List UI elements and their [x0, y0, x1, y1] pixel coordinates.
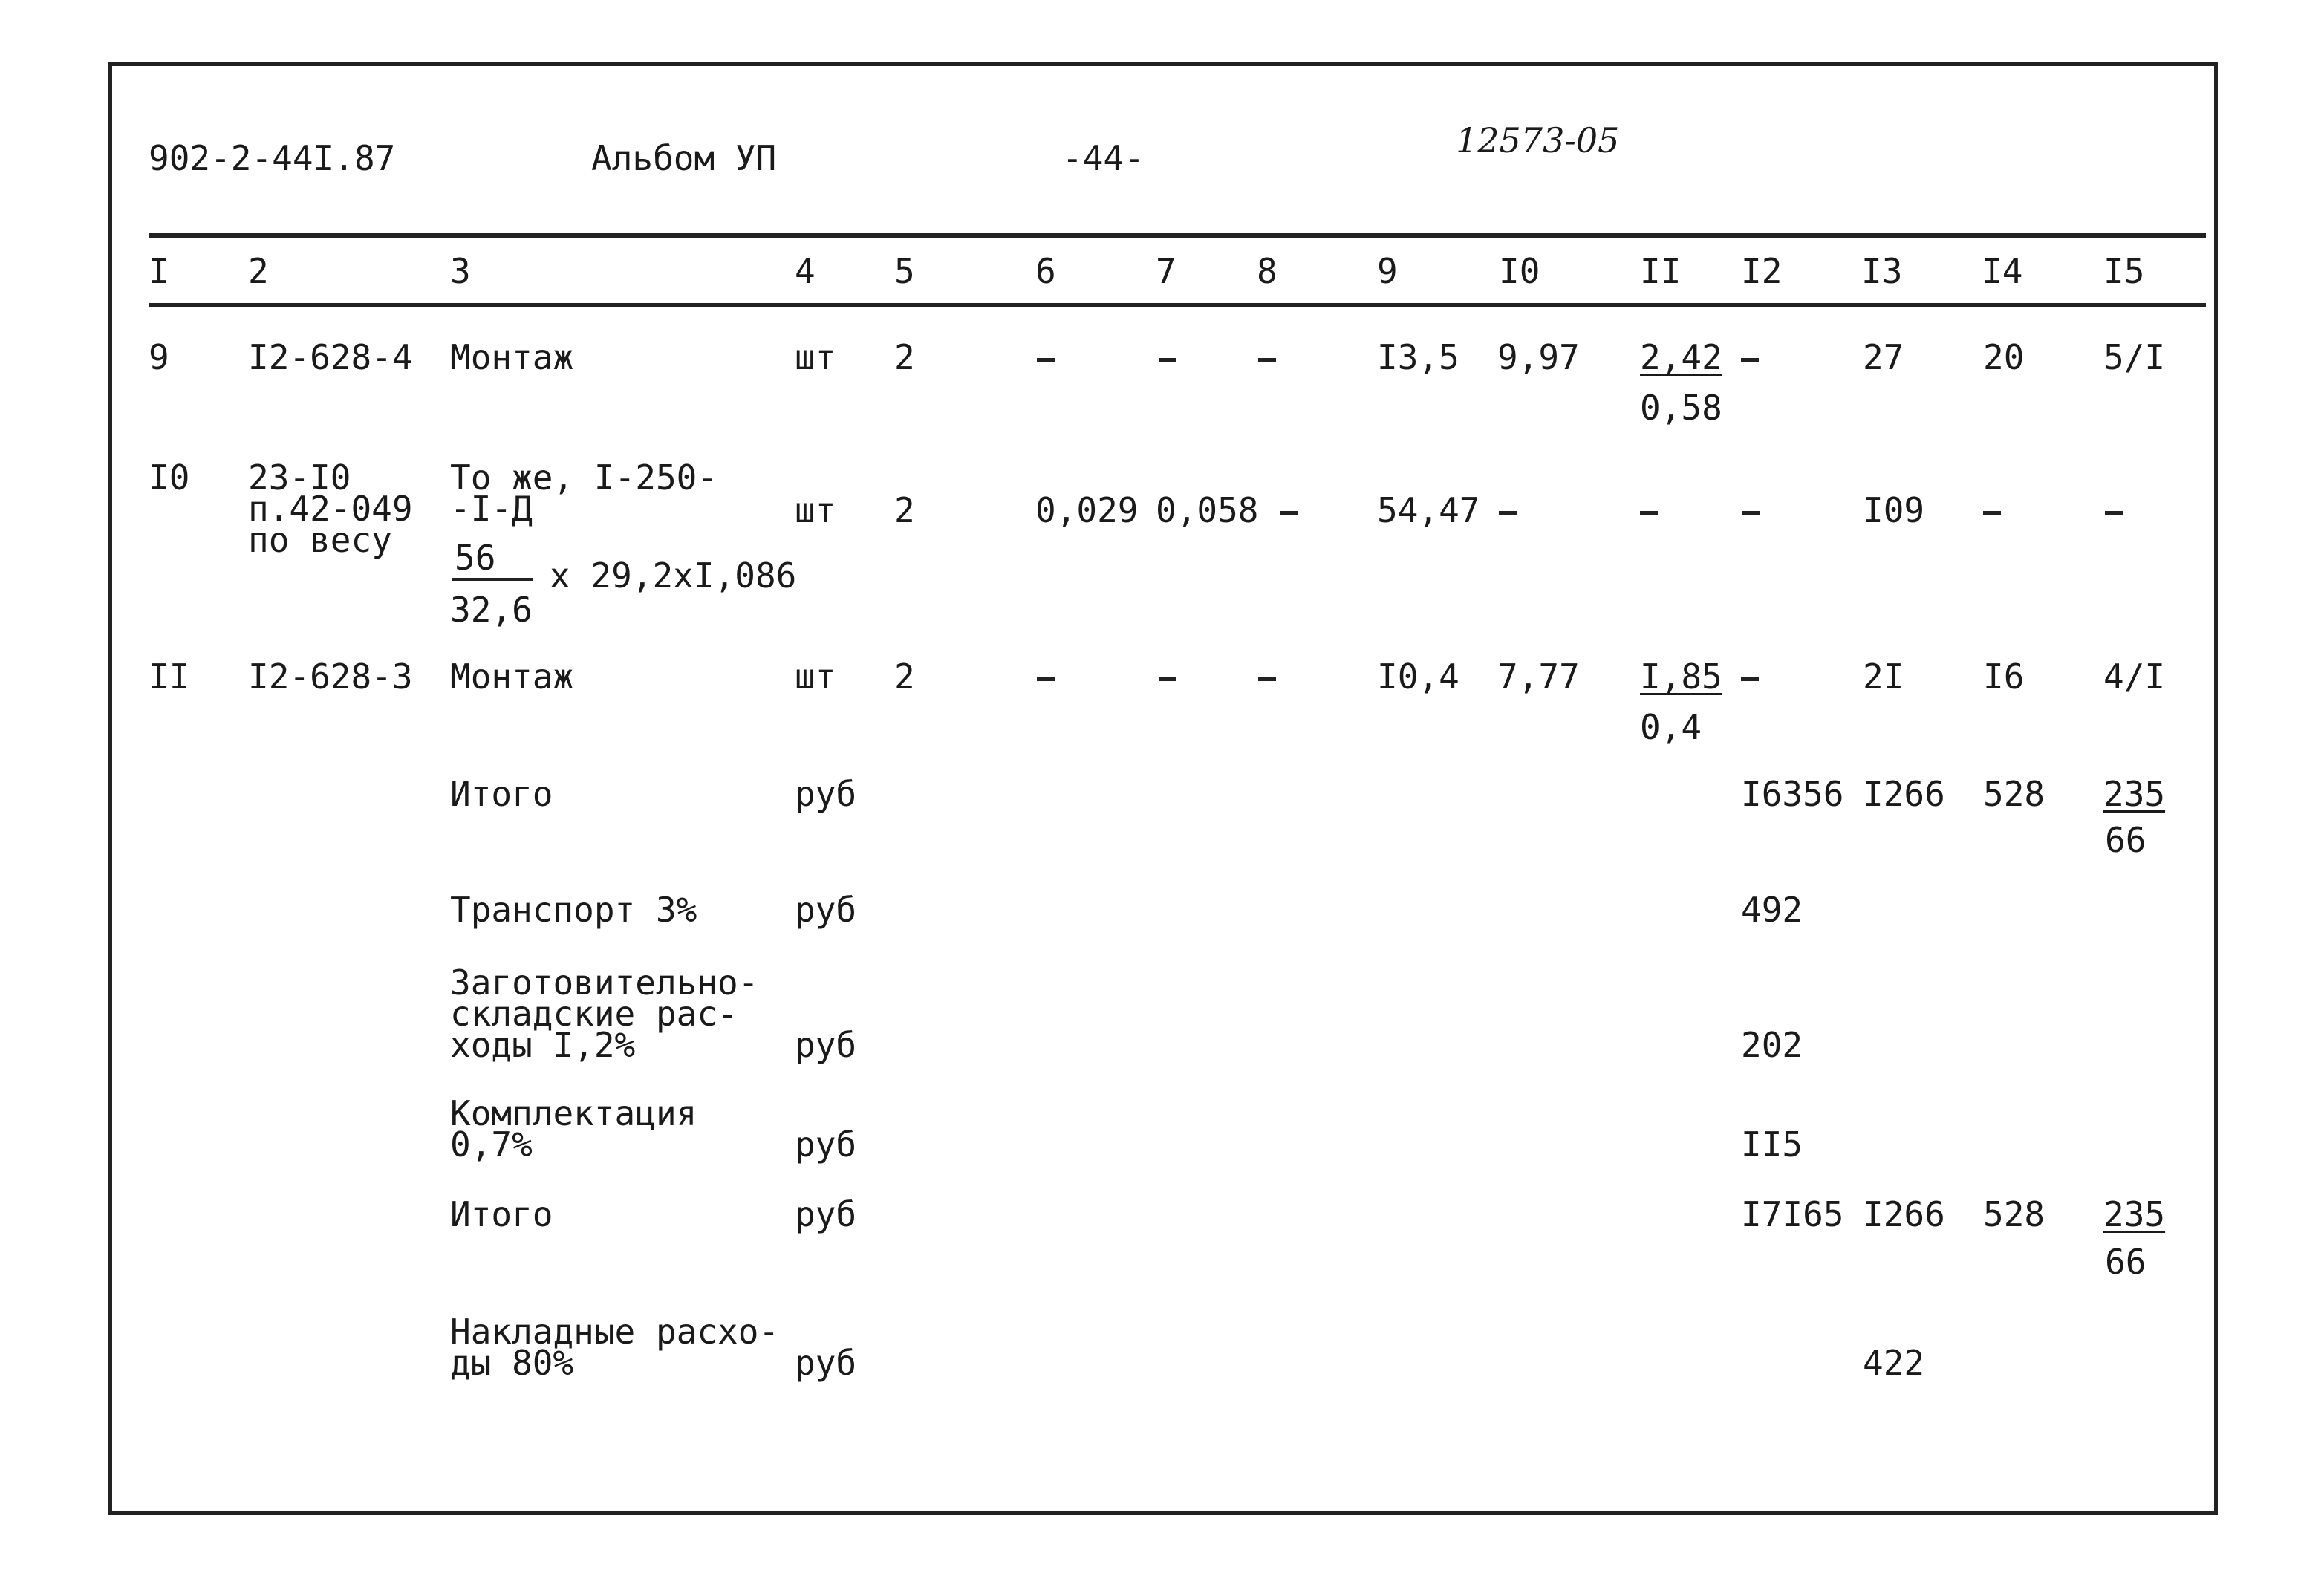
dash-mark — [1159, 677, 1176, 681]
value-cell: 7,77 — [1497, 657, 1580, 697]
value-cell: 5/I — [2103, 337, 2166, 377]
fraction-top: 235 — [2103, 1194, 2166, 1234]
value-cell: 27 — [1863, 337, 1904, 377]
value-cell: I266 — [1863, 774, 1945, 814]
value-cell: 2I — [1863, 657, 1904, 697]
fraction-bottom: 66 — [2105, 1242, 2146, 1282]
value-cell: 20 — [1983, 337, 2025, 377]
summary-label: складские рас- — [450, 994, 738, 1034]
col-header-12: I2 — [1741, 251, 1783, 291]
value-cell: 0,029 — [1035, 490, 1139, 530]
dash-mark — [1159, 358, 1176, 362]
qty-cell: 2 — [894, 337, 915, 377]
dash-mark — [1741, 677, 1759, 681]
album-label: Альбом УП — [591, 138, 777, 178]
value-cell: 422 — [1863, 1343, 1925, 1383]
handwritten-number: 12573-05 — [1456, 120, 1620, 160]
name-cell: -I-Д — [450, 489, 533, 529]
dash-mark — [1741, 358, 1759, 362]
summary-label: Транспорт 3% — [450, 890, 697, 930]
fraction-bottom: 0,58 — [1640, 388, 1722, 428]
unit-cell: шт — [795, 337, 836, 377]
unit-cell: руб — [795, 774, 857, 814]
value-cell: II5 — [1741, 1124, 1803, 1165]
value-cell: 492 — [1741, 890, 1803, 930]
value-cell: 202 — [1741, 1025, 1803, 1065]
table-top-rule — [149, 233, 2206, 238]
dash-mark — [1742, 511, 1760, 515]
unit-cell: руб — [795, 1124, 857, 1165]
fraction-top: I,85 — [1640, 657, 1722, 697]
col-header-7: 7 — [1156, 251, 1176, 291]
value-cell: I6 — [1983, 657, 2025, 697]
summary-label: Накладные расхо- — [450, 1312, 780, 1352]
dash-mark — [1983, 511, 2001, 515]
value-cell: 0,058 — [1156, 490, 1259, 530]
col-header-14: I4 — [1982, 251, 2023, 291]
col-header-1: I — [149, 251, 169, 291]
name-cell: То же, I-250- — [450, 458, 718, 498]
dash-mark — [2105, 511, 2123, 515]
fraction-bar — [452, 578, 533, 581]
formula-rest: х 29,2хI,086 — [550, 556, 797, 596]
value-cell: 4/I — [2103, 657, 2166, 697]
unit-cell: руб — [795, 1025, 857, 1065]
fraction-top: 2,42 — [1640, 337, 1722, 377]
unit-cell: шт — [795, 657, 836, 697]
summary-label: Заготовительно- — [450, 963, 759, 1003]
value-cell: I0,4 — [1377, 657, 1459, 697]
value-cell: I266 — [1863, 1194, 1945, 1234]
col-header-15: I5 — [2103, 251, 2145, 291]
unit-cell: руб — [795, 890, 857, 930]
unit-cell: руб — [795, 1343, 857, 1383]
value-cell: 528 — [1983, 1194, 2045, 1234]
col-header-6: 6 — [1035, 251, 1056, 291]
row-number: 9 — [149, 337, 169, 377]
col-header-5: 5 — [894, 251, 915, 291]
col-header-4: 4 — [795, 251, 816, 291]
fraction-numerator: 56 — [455, 538, 496, 578]
doc-code: 902-2-44I.87 — [149, 138, 396, 178]
summary-label: Итого — [450, 774, 553, 814]
dash-mark — [1258, 677, 1276, 681]
col-header-10: I0 — [1499, 251, 1540, 291]
qty-cell: 2 — [894, 490, 915, 530]
dash-mark — [1499, 511, 1517, 515]
fraction-bottom: 0,4 — [1640, 707, 1702, 747]
value-cell: I6356 — [1741, 774, 1844, 814]
row-number: II — [149, 657, 190, 697]
summary-label: Итого — [450, 1194, 553, 1234]
col-header-3: 3 — [450, 251, 471, 291]
summary-label: 0,7% — [450, 1124, 533, 1165]
summary-label: ды 80% — [450, 1343, 574, 1383]
fraction-denominator: 32,6 — [450, 590, 533, 630]
qty-cell: 2 — [894, 657, 915, 697]
fraction-top: 235 — [2103, 774, 2166, 814]
col-header-2: 2 — [248, 251, 269, 291]
col-header-8: 8 — [1257, 251, 1277, 291]
value-cell: 528 — [1983, 774, 2045, 814]
code-cell: I2-628-3 — [248, 657, 413, 697]
name-cell: Монтаж — [450, 657, 574, 697]
code-cell: п.42-049 — [248, 489, 413, 529]
value-cell: I3,5 — [1377, 337, 1459, 377]
page-number: -44- — [1062, 138, 1145, 178]
dash-mark — [1258, 358, 1276, 362]
col-header-11: II — [1640, 251, 1682, 291]
dash-mark — [1640, 511, 1658, 515]
code-cell: 23-I0 — [248, 458, 351, 498]
row-number: I0 — [149, 458, 190, 498]
fraction-bottom: 66 — [2105, 820, 2146, 860]
value-cell: I7I65 — [1741, 1194, 1844, 1234]
value-cell: 54,47 — [1377, 490, 1480, 530]
table-header-rule — [149, 303, 2206, 307]
unit-cell: руб — [795, 1194, 857, 1234]
name-cell: Монтаж — [450, 337, 574, 377]
code-cell: I2-628-4 — [248, 337, 413, 377]
dash-mark — [1280, 511, 1298, 515]
summary-label: Комплектация — [450, 1093, 697, 1133]
summary-label: ходы I,2% — [450, 1025, 636, 1065]
col-header-13: I3 — [1861, 251, 1903, 291]
dash-mark — [1037, 358, 1055, 362]
value-cell: I09 — [1863, 490, 1925, 530]
col-header-9: 9 — [1377, 251, 1398, 291]
value-cell: 9,97 — [1497, 337, 1580, 377]
unit-cell: шт — [795, 490, 836, 530]
dash-mark — [1037, 677, 1055, 681]
code-cell: по весу — [248, 520, 392, 560]
